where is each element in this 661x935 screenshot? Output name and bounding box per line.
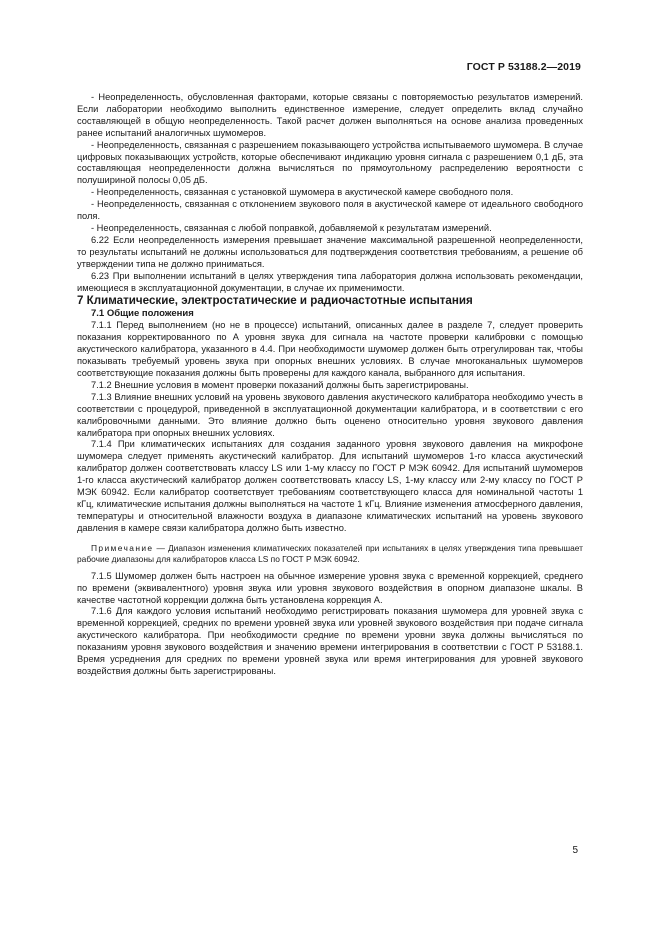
page-number: 5 <box>572 845 578 856</box>
paragraph-7-1-6: 7.1.6 Для каждого условия испытаний необходимо регистрировать показания шумомера для уровней звука с временной коррекцией, средних по времени уровней звука или уровней звукового воздействия при подаче сигнала акустического калибратора. При необходимости средние по времени уровни звука должны вычисляться по показаниям уровня звукового воздействия и значению времени интегрирования в соответствии с ГОСТ Р 53188.1. Время усреднения для средних по времени уровней звука или время интегрирования для уровней звукового воздействия должны быть зарегистрированы. <box>77 606 583 676</box>
paragraph-7-1-3: 7.1.3 Влияние внешних условий на уровень звукового давления акустического калибратора необходимо учесть в соответствии с процедурой, приведенной в эксплуатационной документации калибратора, и в соответствии с его калибровочными данными. Это влияние должно быть оценено относительно уровня звукового давления калибратора при опорных внешних условиях. <box>77 391 583 438</box>
paragraph-6-22: 6.22 Если неопределенность измерения превышает значение максимальной разрешенной неопределенности, то результаты испытаний не должны использоваться для подтверждения соответствия требованиям, а решение об утверждении типа не должно приниматься. <box>77 234 583 269</box>
paragraph-uncertainty-correction: - Неопределенность, связанная с любой поправкой, добавляемой к результатам измерений. <box>91 222 492 233</box>
paragraph-uncertainty-mounting: - Неопределенность, связанная с установкой шумомера в акустической камере свободного поля. <box>91 187 514 198</box>
paragraph-uncertainty-resolution: - Неопределенность, связанная с разрешением показывающего устройства испытываемого шумомера. В случае цифровых показывающих устройств, которые обеспечивают индикацию уровня сигнала с разрешением 0,1 дБ, эта составляющая неопределенности должна вычисляться по прямоугольному распределению вероятности с полушириной полосы 0,05 дБ. <box>77 139 583 186</box>
paragraph-7-1-4: 7.1.4 При климатических испытаниях для создания заданного уровня звукового давления на микрофоне шумомера следует применять акустический калибратор. Для испытаний шумомеров 1-го класса акустический калибратор должен соответствовать классу LS или 1-му классу по ГОСТ Р МЭК 60942. Для испытаний шумомеров 1-го класса акустический калибратор должен соответствовать классу LS, 1-му классу или 2-му классу по ГОСТ Р МЭК 60942. Если калибратор соответствует требованиям соответствующего класса для номинальной частоты 1 кГц, климатические испытания должны выполняться на частоте 1 кГц. Влияние изменения атмосферного давления, температуры и относительной влажности воздуха в диапазоне климатических испытаний на уровень звукового давления в камере связи калибратора должно быть известно. <box>77 439 583 533</box>
paragraph-uncertainty-field-deviation: - Неопределенность, связанная с отклонением звукового поля в акустической камере от идеального свободного поля. <box>77 199 583 222</box>
paragraph-uncertainty-repeatability: - Неопределенность, обусловленная факторами, которые связаны с повторяемостью результатов измерений. Если лаборатории необходимо выполнить единственное измерение, следует определить вклад случайно составляющей в общую неопределенность. Такой расчет должен выполняться на основе анализа проведенных ранее испытаний аналогичных шумомеров. <box>77 92 583 138</box>
paragraph-7-1-5: 7.1.5 Шумомер должен быть настроен на обычное измерение уровня звука с временной коррекцией, среднего по времени (эквивалентного) уровня звука или уровня звукового воздействия в опорном диапазоне шкалы. В качестве частотной коррекции должна быть установлена коррекция А. <box>77 570 583 605</box>
section-title: 7 Климатические, электростатические и радиочастотные испытания <box>77 294 473 308</box>
standard-header: ГОСТ Р 53188.2—2019 <box>466 61 581 73</box>
note <box>77 543 583 565</box>
document-body <box>77 92 583 678</box>
subsection-title: 7.1 Общие положения <box>91 308 194 320</box>
note-text: — Диапазон изменения климатических показателей при испытаниях в целях утверждения типа превышает рабочие диапазоны для калибраторов класса LS по ГОСТ Р МЭК 60942. <box>77 542 583 564</box>
note-label: Примечание <box>91 542 154 553</box>
paragraph-7-1-2: 7.1.2 Внешние условия в момент проверки показаний должны быть зарегистрированы. <box>91 379 469 390</box>
paragraph-6-23: 6.23 При выполнении испытаний в целях утверждения типа лаборатория должна использовать рекомендации, имеющиеся в эксплуатационной документации, в случае их применимости. <box>77 270 583 293</box>
paragraph-7-1-1: 7.1.1 Перед выполнением (но не в процессе) испытаний, описанных далее в разделе 7, следует проверить показания корректированного по А уровня звука для сигнала на частоте проверки калибровки с помощью акустического калибратора, указанного в 4.4. При необходимости шумомер должен быть отрегулирован так, чтобы показывать требуемый уровень звука при опорных внешних условиях. В случае многоканальных шумомеров соответствующие показания должны быть проверены для каждого канала, выбранного для испытания. <box>77 320 583 379</box>
